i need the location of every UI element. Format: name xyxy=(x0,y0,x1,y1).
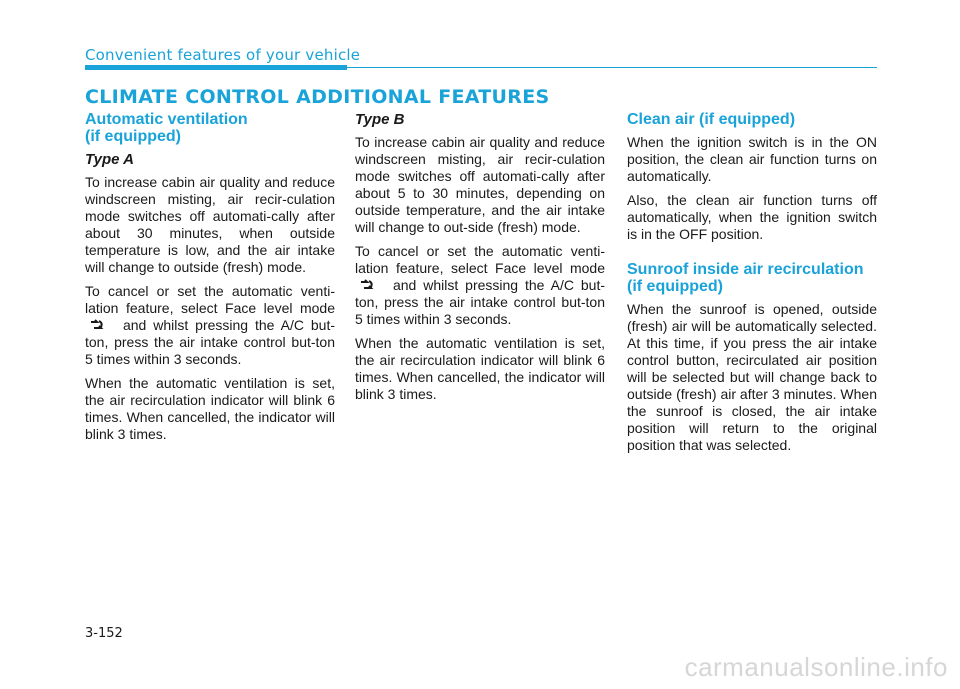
page-number: 3-152 xyxy=(85,626,123,641)
heading-sunroof-recirculation xyxy=(627,261,877,295)
paragraph-type-a-indicator: When the automatic ventilation is set, the air recirculation indicator will blink 6 times. When cancelled, the indicator will blink 3 times. xyxy=(85,375,335,442)
paragraph-type-a-intro: To increase cabin air quality and reduce windscreen misting, air recir-culation mode switches off automati-cally after about 30 minutes, when outside temperature is low, and the air intake will change to outside (fresh) mode. xyxy=(85,174,335,275)
paragraph-text-a: To cancel or set the automatic venti-lation feature, select Face level mode xyxy=(355,243,605,276)
subheading-type-b: Type B xyxy=(355,111,405,128)
header-rule-thin xyxy=(347,67,877,68)
column-automatic-ventilation-type-a xyxy=(85,111,335,450)
heading-line-2: (if equipped) xyxy=(85,128,181,145)
heading-line-2: (if equipped) xyxy=(627,278,723,295)
face-level-mode-icon xyxy=(355,278,381,292)
column-automatic-ventilation-type-b xyxy=(355,111,605,410)
subheading-type-a: Type A xyxy=(85,151,134,168)
paragraph-sunroof: When the sunroof is opened, outside (fresh) air will be automatically selected. At this time, if you press the air intake control button, recirculated air position will be selected but will change back to outside (fresh) air after 3 minutes. When the sunroof is closed, the air intake position will return to the original position that was selected. xyxy=(627,301,877,453)
header-rule-thick xyxy=(85,65,347,70)
paragraph-clean-air-off: Also, the clean air function turns off automatically, when the ignition switch is in the OFF position. xyxy=(627,192,877,242)
watermark: carmanualsonline.info xyxy=(684,652,948,682)
paragraph-text-b: and whilst pressing the A/C but-ton, press the air intake control but-ton 5 times within 3 seconds. xyxy=(85,317,336,367)
paragraph-type-b-intro: To increase cabin air quality and reduce windscreen misting, air recir-culation mode switches off automati-cally after about 5 to 30 minutes, depending on outside temperature, and the air intake will change to out-side (fresh) mode. xyxy=(355,134,605,235)
page-title: CLIMATE CONTROL ADDITIONAL FEATURES xyxy=(85,86,550,108)
heading-line-1: Automatic ventilation xyxy=(85,111,248,128)
paragraph-clean-air-on: When the ignition switch is in the ON position, the clean air function turns on automatically. xyxy=(627,134,877,184)
heading-line-1: Sunroof inside air recirculation xyxy=(627,261,864,278)
paragraph-type-a-cancel xyxy=(85,283,335,368)
paragraph-text-a: To cancel or set the automatic venti-lation feature, select Face level mode xyxy=(85,283,335,316)
paragraph-text-b: and whilst pressing the A/C but-ton, press the air intake control but-ton 5 times within 3 seconds. xyxy=(355,277,606,327)
paragraph-type-b-cancel xyxy=(355,243,605,328)
face-level-mode-icon xyxy=(85,318,111,332)
heading-automatic-ventilation xyxy=(85,111,335,145)
paragraph-type-b-indicator: When the automatic ventilation is set, the air recirculation indicator will blink 6 times. When cancelled, the indicator will blink 3 times. xyxy=(355,335,605,402)
heading-clean-air: Clean air (if equipped) xyxy=(627,111,796,128)
section-header: Convenient features of your vehicle xyxy=(85,46,361,64)
column-clean-air-sunroof xyxy=(627,111,877,461)
